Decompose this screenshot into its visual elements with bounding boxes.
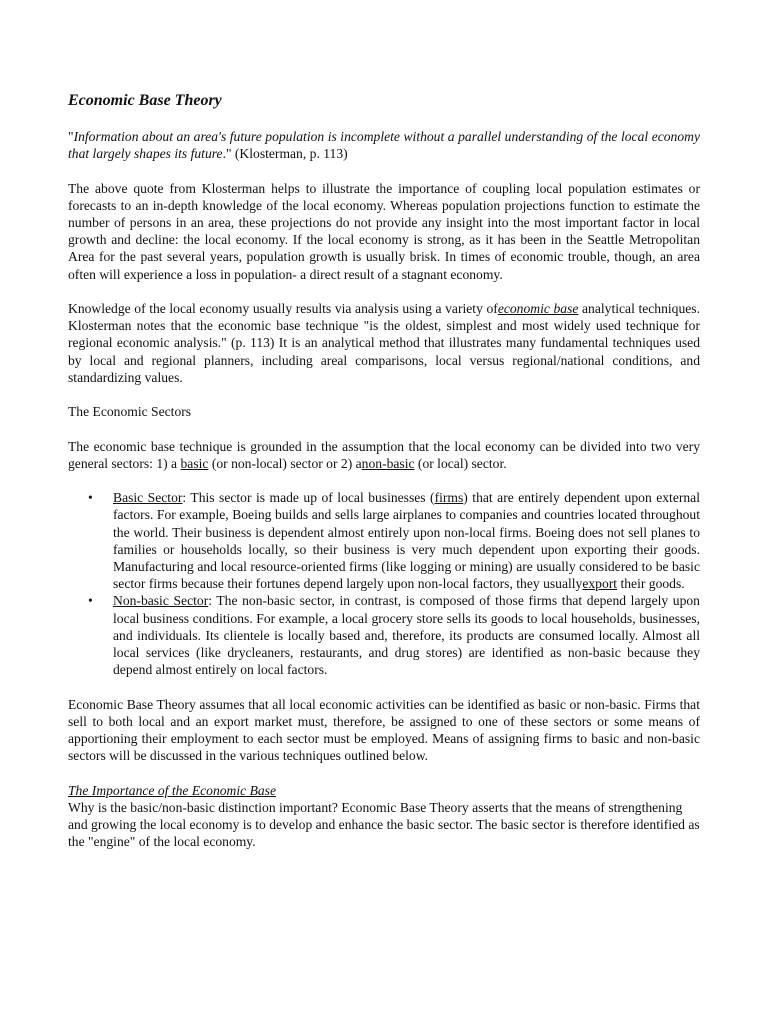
economic-base-link[interactable]: economic base [497, 301, 579, 316]
assumption-paragraph: Economic Base Theory assumes that all local economic activities can be identified as basic or non-basic. Firms that sell to both local and an export market must, therefore, be assigned to one of these sectors or some means of apportioning their employment to each sector must be employed. Means of assigning firms to basic and non-basic sectors will be discussed in the various techniques outlined below. [68, 696, 700, 764]
non-basic-sector-text: : The non-basic sector, in contrast, is composed of those firms that depend largely upon local business conditions. For example, a local grocery store sells its goods to local households, businesses, and individuals. Its clientele is locally based and, therefore, its products are consumed locally. Almost all local services (like drycleaners, restaurants, and drug stores) are identified as non-basic because they depend almost entirely on local factors. [113, 593, 700, 678]
basic-sector-text-a: : This sector is made up of local businesses ( [182, 490, 435, 506]
basic-sector-text-b: ) that are entirely dependent upon external factors. For example, Boeing builds and sells large airplanes to companies and countries located throughout the world. Their business is dependent almost entirely upon non-local firms. Boeing does not sell planes to families or households locally, so their business is very much dependent upon exporting their goods. Manufacturing and local resource-oriented firms (like logging or mining) are usually considered to be basic sector firms because their fortunes depend largely upon non-local factors, they usually [113, 490, 700, 592]
importance-paragraph: Why is the basic/non-basic distinction important? Economic Base Theory asserts that the means of strengthening and growing the local economy is to develop and enhance the basic sector. The basic sector is therefore identified as the "engine" of the local economy. [68, 799, 700, 850]
intro-paragraph: The above quote from Klosterman helps to illustrate the importance of coupling local population estimates or forecasts to an in-depth knowledge of the local economy. Whereas population projections function to estimate the number of persons in an area, these projections do not provide any insight into the most important factor in local growth and decline: the local economy. If the local economy is strong, as it has been in the Seattle Metropolitan Area for the past several years, population growth is usually brisk. In times of economic trouble, though, an area often will experience a loss in population- a direct result of a stagnant economy. [68, 180, 700, 282]
basic-link[interactable]: basic [180, 455, 209, 471]
export-link[interactable]: export [582, 576, 618, 592]
document-page [68, 91, 700, 850]
knowledge-paragraph [68, 300, 700, 386]
page-title: Economic Base Theory [68, 92, 222, 109]
bullet-marker: • [88, 593, 93, 609]
list-item-basic-sector [68, 489, 700, 592]
quote-text: Information about an area's future population is incomplete without a parallel understanding of the local economy that largely shapes its future [68, 129, 700, 162]
sectors-heading: The Economic Sectors [68, 404, 192, 420]
importance-heading: The Importance of the Economic Base [68, 782, 277, 798]
quote-open-mark: " [68, 129, 74, 144]
sectors-text-after: (or local) sector. [414, 455, 507, 471]
sector-list [68, 489, 700, 678]
sectors-paragraph [68, 438, 700, 472]
sectors-text-middle: (or non-local) sector or 2) a [208, 455, 362, 471]
list-item-non-basic-sector [68, 592, 700, 678]
knowledge-text-before: Knowledge of the local economy usually results via analysis using a variety of [68, 301, 498, 316]
basic-sector-text-c: their goods. [617, 576, 685, 592]
sectors-text-before: The economic base technique is grounded in the assumption that the local economy can be divided into two very general sectors: 1) a [68, 438, 700, 471]
basic-sector-link[interactable]: Basic Sector [113, 490, 183, 506]
non-basic-sector-link[interactable]: Non-basic Sector [113, 593, 209, 609]
knowledge-text-after: analytical techniques. Klosterman notes that the economic base technique "is the oldest, simplest and most widely used technique for regional economic analysis." (p. 113) It is an analytical method that illustrates many fundamental techniques used by local and regional planners, including areal comparisons, local versus regional/national conditions, and standardizing values. [68, 301, 700, 385]
firms-link[interactable]: firms [434, 490, 464, 506]
non-basic-link[interactable]: non-basic [361, 455, 415, 471]
quote-citation: ." (Klosterman, p. 113) [222, 146, 348, 162]
bullet-marker: • [88, 490, 93, 506]
opening-quote [68, 128, 700, 162]
